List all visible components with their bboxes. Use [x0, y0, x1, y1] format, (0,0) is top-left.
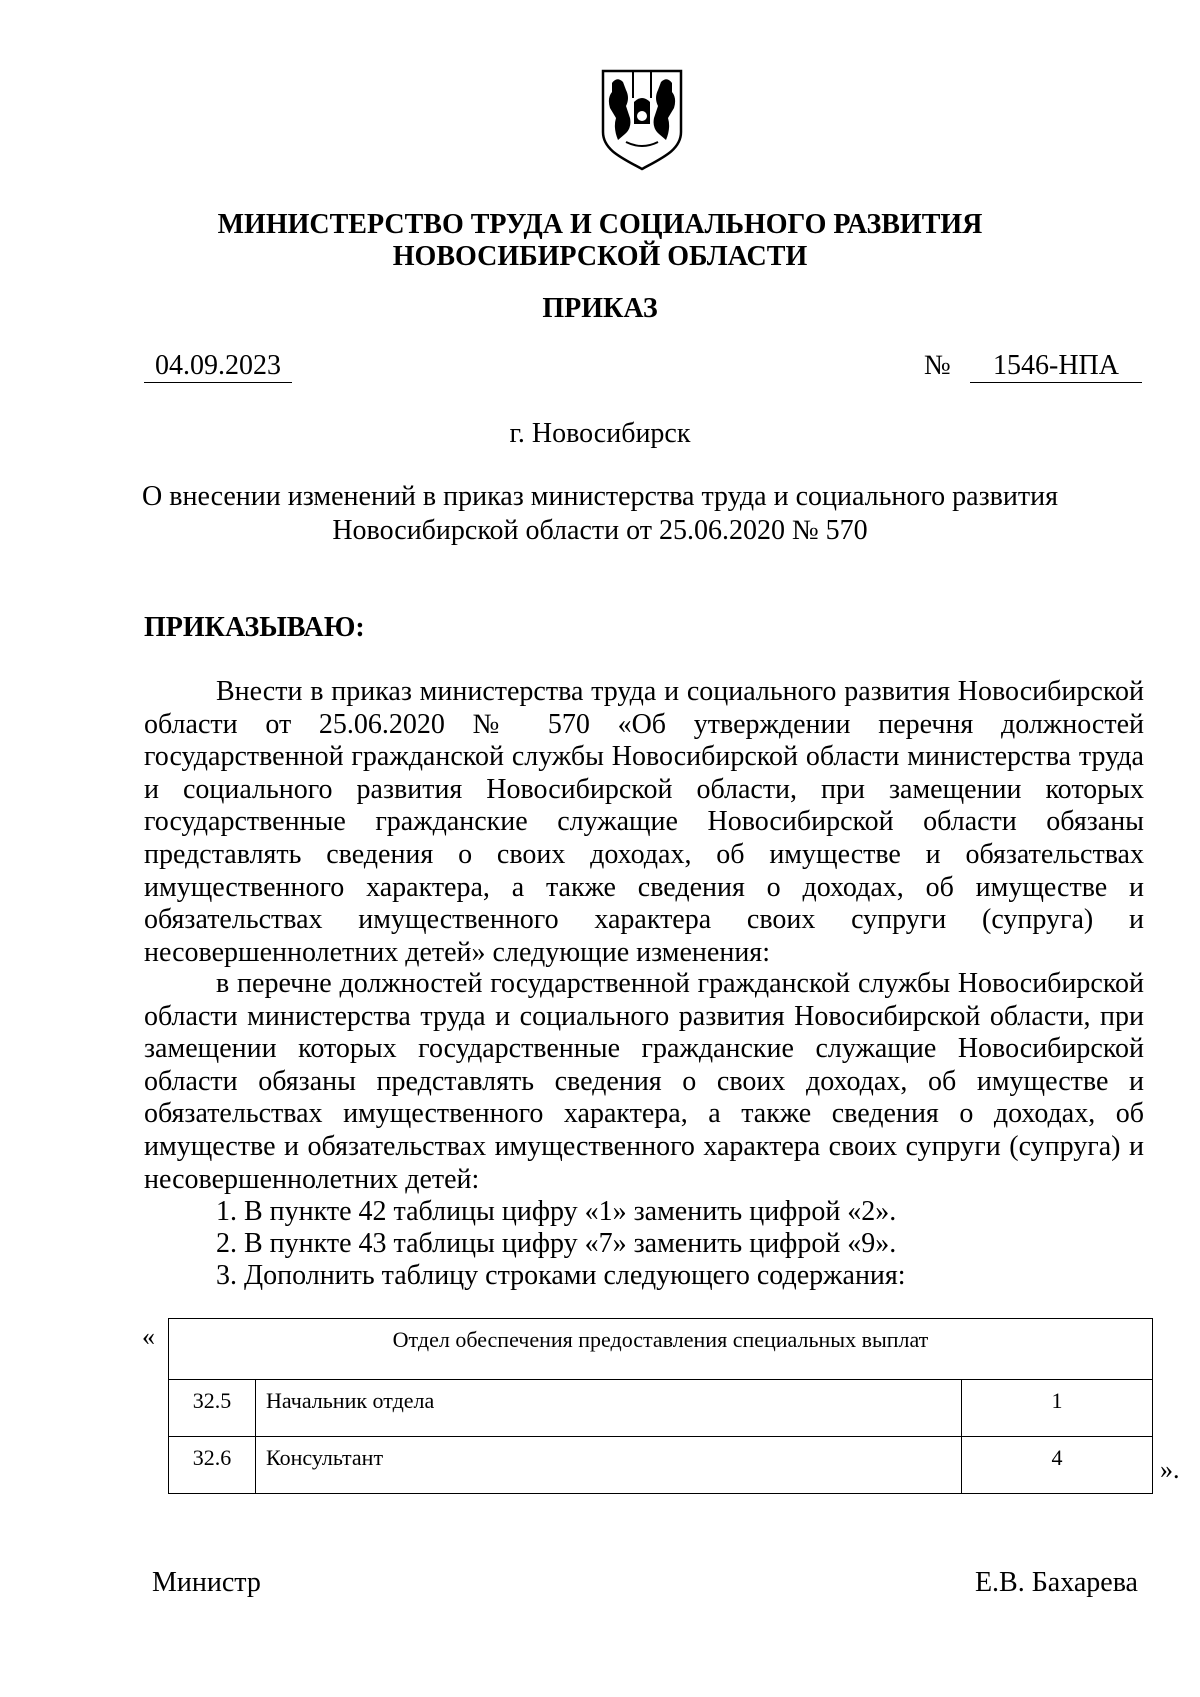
order-heading: ПРИКАЗЫВАЮ:	[144, 612, 365, 643]
ministry-name-line-1: МИНИСТЕРСТВО ТРУДА И СОЦИАЛЬНОГО РАЗВИТИЯ	[217, 209, 983, 240]
number-sign: №	[924, 350, 951, 381]
document-subject-line-2: Новосибирской области от 25.06.2020 № 570	[332, 515, 868, 546]
table-row	[169, 1380, 1153, 1437]
list-item: 2. В пункте 43 таблицы цифру «7» заменить цифрой «9».	[216, 1228, 897, 1259]
row-count: 1	[962, 1380, 1153, 1437]
table-row	[169, 1437, 1153, 1494]
positions-table	[168, 1318, 1153, 1494]
signatory-name: Е.В. Бахарева	[974, 1567, 1138, 1598]
row-position: Консультант	[256, 1437, 962, 1494]
document-date: 04.09.2023	[144, 350, 292, 383]
table-section-row	[169, 1319, 1153, 1380]
ministry-name-line-2: НОВОСИБИРСКОЙ ОБЛАСТИ	[392, 241, 808, 272]
row-position: Начальник отдела	[256, 1380, 962, 1437]
document-type: ПРИКАЗ	[542, 293, 658, 324]
row-number: 32.5	[169, 1380, 256, 1437]
row-count: 4	[962, 1437, 1153, 1494]
body-paragraph-2: в перечне должностей государственной гражданской службы Новосибирской области министерства труда и социального развития Новосибирской области, при замещении которых государственные гражданские служащие Новосибирской области обязаны представлять сведения о своих доходах, об имуществе и обязательствах имущественного характера, а также сведения о доходах, об имуществе и обязательствах имущественного характера своих супруги (супруга) и несовершеннолетних детей:	[144, 968, 1144, 1195]
signatory-title: Министр	[152, 1567, 261, 1598]
row-number: 32.6	[169, 1437, 256, 1494]
document-number: 1546-НПА	[970, 350, 1142, 383]
list-item: 1. В пункте 42 таблицы цифру «1» заменить цифрой «2».	[216, 1196, 897, 1227]
table-close-quote: ».	[1160, 1455, 1180, 1484]
city: г. Новосибирск	[509, 418, 691, 449]
coat-of-arms-icon	[600, 68, 684, 172]
table-open-quote: «	[142, 1322, 155, 1351]
list-item: 3. Дополнить таблицу строками следующего содержания:	[216, 1260, 906, 1291]
body-paragraph-1: Внести в приказ министерства труда и социального развития Новосибирской области от 25.06.2020 № 570 «Об утверждении перечня должностей государственной гражданской службы Новосибирской области министерства труда и социального развития Новосибирской области, при замещении которых государственные гражданские служащие Новосибирской области обязаны представлять сведения о своих доходах, об имуществе и обязательствах имущественного характера, а также сведения о доходах, об имуществе и обязательствах имущественного характера своих супруги (супруга) и несовершеннолетних детей» следующие изменения:	[144, 676, 1144, 968]
document-subject-line-1: О внесении изменений в приказ министерства труда и социального развития	[142, 481, 1058, 512]
table-section-title: Отдел обеспечения предоставления специальных выплат	[169, 1319, 1153, 1380]
